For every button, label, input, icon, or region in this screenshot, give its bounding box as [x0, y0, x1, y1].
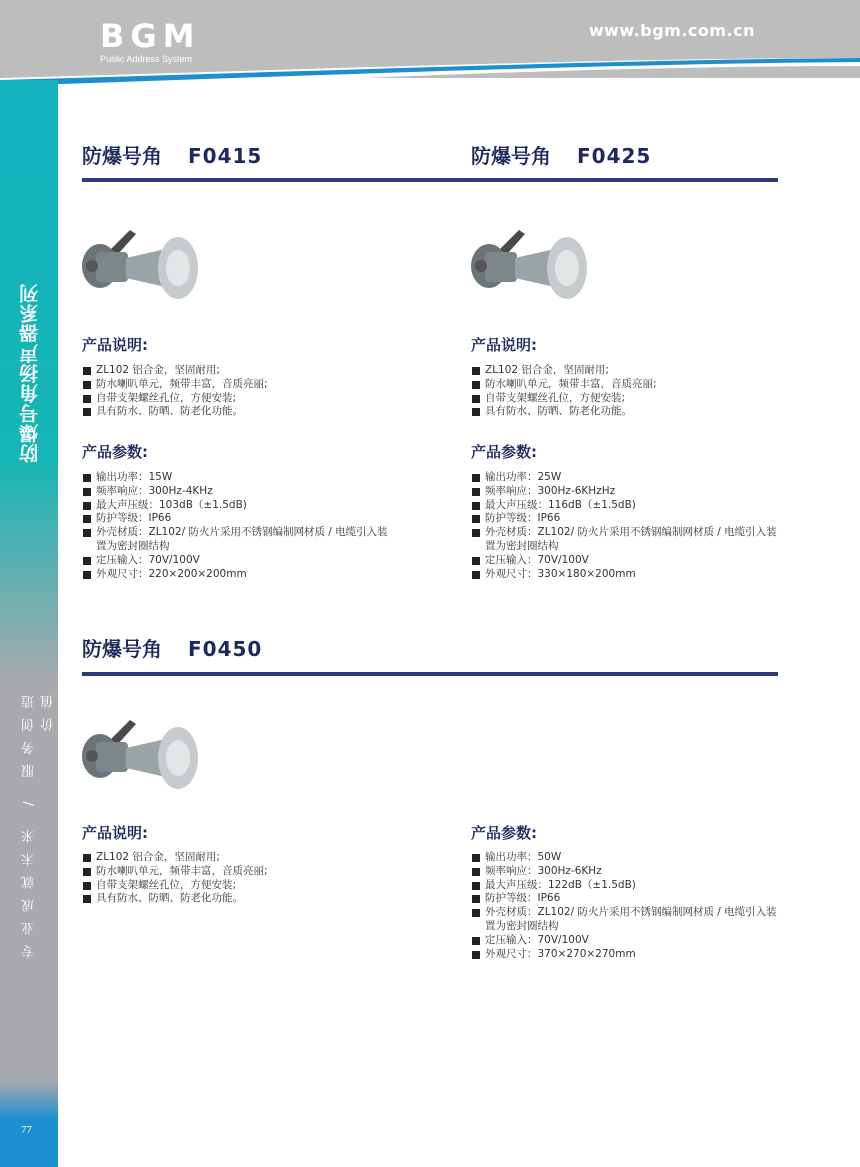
brand-logo: BGM	[100, 17, 201, 55]
list-item: 防护等级：IP66	[471, 892, 785, 906]
horn-speaker-image	[78, 712, 218, 802]
list-item: 定压输入：70V/100V	[471, 554, 785, 568]
product-name: 防爆号角	[82, 144, 162, 168]
product-code: F0450	[188, 637, 263, 661]
brand-tagline: Public Address System	[100, 54, 193, 64]
params-list	[471, 851, 785, 961]
list-item: 自带支架螺丝孔位，方便安装;	[471, 392, 657, 406]
list-item: 最大声压级：103dB（±1.5dB)	[82, 499, 396, 513]
list-item: 外壳材质：ZL102/ 防火片采用不锈钢编制网材质 / 电缆引入装置为密封圈结构	[82, 526, 396, 554]
list-item: 最大声压级：116dB（±1.5dB)	[471, 499, 785, 513]
website-url[interactable]: www.bgm.com.cn	[588, 21, 755, 40]
list-item: 输出功率：15W	[82, 471, 396, 485]
section-divider	[82, 672, 778, 676]
list-item: ZL102 铝合金，坚固耐用;	[82, 851, 268, 865]
left-sidebar	[0, 80, 58, 1167]
slogan: 专业成就未来 / 服务创造价值	[22, 685, 56, 958]
params-heading: 产品参数:	[82, 443, 148, 461]
params-heading: 产品参数:	[471, 443, 537, 461]
description-heading: 产品说明:	[471, 336, 537, 354]
page-number: 77	[21, 1124, 32, 1136]
list-item: 自带支架螺丝孔位，方便安装;	[82, 392, 268, 406]
product-title	[82, 637, 262, 661]
description-list	[82, 851, 268, 906]
list-item: 防水喇叭单元，频带丰富，音质亮丽;	[471, 378, 657, 392]
list-item: 外壳材质：ZL102/ 防火片采用不锈钢编制网材质 / 电缆引入装置为密封圈结构	[471, 906, 785, 934]
list-item: 定压输入：70V/100V	[82, 554, 396, 568]
list-item: 自带支架螺丝孔位，方便安装;	[82, 879, 268, 893]
list-item: 频率响应：300Hz-4KHz	[82, 485, 396, 499]
list-item: 防护等级：IP66	[82, 512, 396, 526]
description-list	[82, 364, 268, 419]
list-item: ZL102 铝合金，坚固耐用;	[82, 364, 268, 378]
list-item: 外观尺寸：220×200×200mm	[82, 568, 396, 582]
product-title	[82, 144, 262, 168]
list-item: 外观尺寸：370×270×270mm	[471, 948, 785, 962]
product-name: 防爆号角	[82, 637, 162, 661]
description-list	[471, 364, 657, 419]
list-item: 具有防水、防晒、防老化功能。	[82, 405, 268, 419]
list-item: 具有防水、防晒、防老化功能。	[471, 405, 657, 419]
list-item: 防水喇叭单元，频带丰富，音质亮丽;	[82, 378, 268, 392]
description-heading: 产品说明:	[82, 336, 148, 354]
list-item: 外壳材质：ZL102/ 防火片采用不锈钢编制网材质 / 电缆引入装置为密封圈结构	[471, 526, 785, 554]
section-divider	[82, 178, 778, 182]
list-item: 最大声压级：122dB（±1.5dB)	[471, 879, 785, 893]
horn-speaker-image	[78, 222, 218, 312]
list-item: 外观尺寸：330×180×200mm	[471, 568, 785, 582]
list-item: 频率响应：300Hz-6KHzHz	[471, 485, 785, 499]
category-label: 防爆号角扬声器系列	[19, 283, 41, 463]
list-item: 输出功率：50W	[471, 851, 785, 865]
description-heading: 产品说明:	[82, 824, 148, 842]
list-item: 具有防水、防晒、防老化功能。	[82, 892, 268, 906]
list-item: 输出功率：25W	[471, 471, 785, 485]
params-list	[82, 471, 396, 581]
horn-speaker-image	[467, 222, 607, 312]
product-code: F0425	[577, 144, 652, 168]
product-name: 防爆号角	[471, 144, 551, 168]
list-item: 防水喇叭单元，频带丰富，音质亮丽;	[82, 865, 268, 879]
params-heading: 产品参数:	[471, 824, 537, 842]
product-code: F0415	[188, 144, 263, 168]
list-item: 频率响应：300Hz-6KHz	[471, 865, 785, 879]
list-item: ZL102 铝合金，坚固耐用;	[471, 364, 657, 378]
list-item: 防护等级：IP66	[471, 512, 785, 526]
product-title	[471, 144, 651, 168]
params-list	[471, 471, 785, 581]
list-item: 定压输入：70V/100V	[471, 934, 785, 948]
